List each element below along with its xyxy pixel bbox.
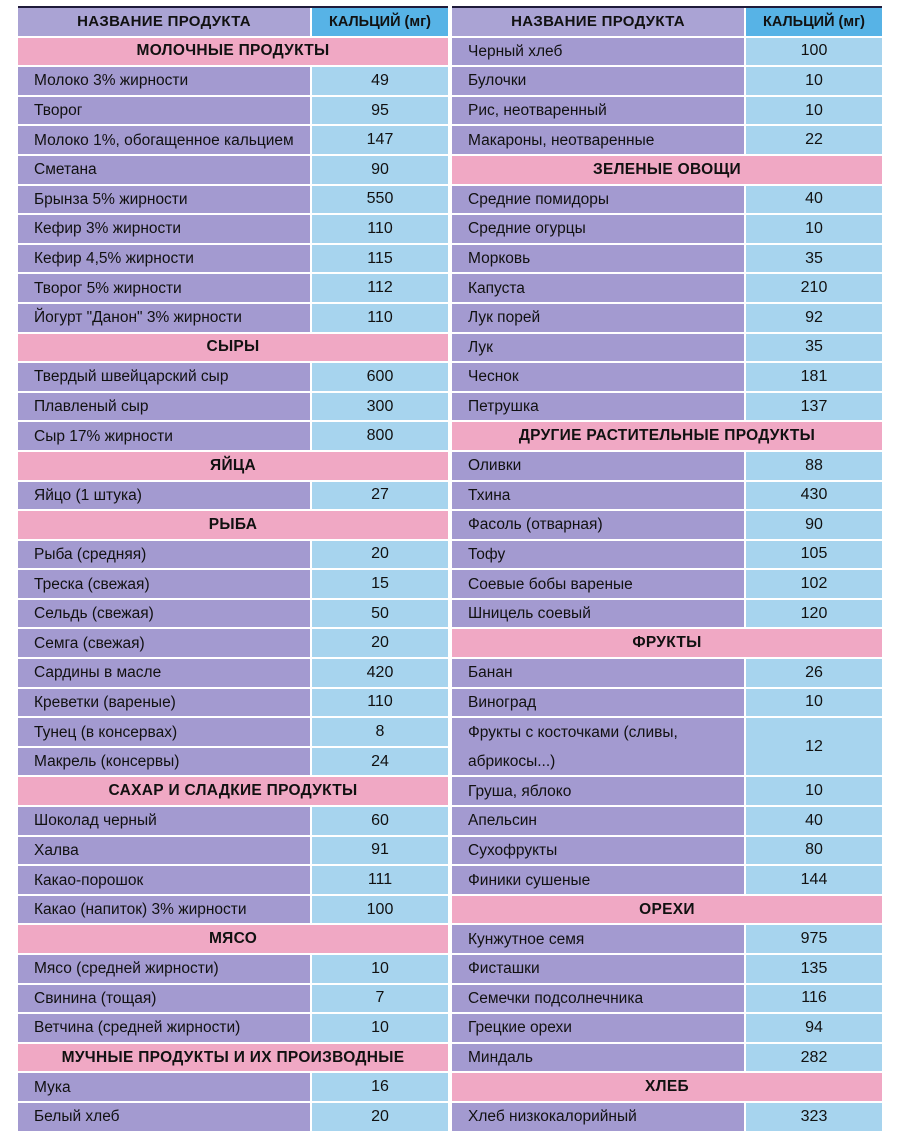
table-row	[452, 334, 882, 364]
calcium-value: 7	[312, 985, 448, 1013]
table-row	[452, 600, 882, 630]
category-row	[18, 511, 448, 541]
category-label: ЯЙЦА	[210, 456, 256, 474]
table-row	[18, 629, 448, 659]
product-name: Капуста	[452, 274, 746, 302]
calcium-value: 35	[746, 245, 882, 273]
table-row	[18, 718, 448, 748]
product-name: Миндаль	[452, 1044, 746, 1072]
calcium-value: 430	[746, 482, 882, 510]
calcium-value: 10	[746, 215, 882, 243]
category-label: МЯСО	[208, 930, 258, 948]
table-row	[452, 837, 882, 867]
calcium-value: 147	[312, 126, 448, 154]
calcium-value: 10	[746, 67, 882, 95]
table-row	[452, 985, 882, 1015]
calcium-value: 80	[746, 837, 882, 865]
table-row	[452, 689, 882, 719]
calcium-value: 102	[746, 570, 882, 598]
table-row	[452, 570, 882, 600]
calcium-value: 115	[312, 245, 448, 273]
product-name: Виноград	[452, 689, 746, 717]
calcium-value: 50	[312, 600, 448, 628]
calcium-value: 20	[312, 629, 448, 657]
calcium-value: 120	[746, 600, 882, 628]
product-name: Яйцо (1 штука)	[18, 482, 312, 510]
category-label: РЫБА	[208, 515, 258, 533]
table-row	[452, 97, 882, 127]
product-name: Средние помидоры	[452, 186, 746, 214]
table-header-row	[452, 8, 882, 38]
table-row	[452, 186, 882, 216]
calcium-value: 15	[312, 570, 448, 598]
calcium-value: 95	[312, 97, 448, 125]
table-row	[452, 215, 882, 245]
table-row	[18, 186, 448, 216]
product-name: Шоколад черный	[18, 807, 312, 835]
table-row	[18, 215, 448, 245]
product-name: Морковь	[452, 245, 746, 273]
calcium-value: 600	[312, 363, 448, 391]
product-name: Молоко 1%, обогащенное кальцием	[18, 126, 312, 154]
table-row	[452, 955, 882, 985]
category-row	[452, 896, 882, 926]
category-label: ФРУКТЫ	[632, 634, 702, 652]
header-calcium: КАЛЬЦИЙ (мг)	[746, 8, 882, 36]
table-row	[18, 126, 448, 156]
product-name: Кунжутное семя	[452, 925, 746, 953]
table-row	[18, 541, 448, 571]
category-label: ДРУГИЕ РАСТИТЕЛЬНЫЕ ПРОДУКТЫ	[518, 427, 816, 445]
product-name: Шницель соевый	[452, 600, 746, 628]
category-row	[18, 452, 448, 482]
category-row	[452, 1073, 882, 1103]
table-row	[18, 304, 448, 334]
table-row	[18, 393, 448, 423]
product-name: Фрукты с косточками (сливы, абрикосы...)	[452, 718, 746, 775]
category-label: САХАР И СЛАДКИЕ ПРОДУКТЫ	[108, 782, 358, 800]
calcium-value: 10	[312, 1014, 448, 1042]
product-name: Макароны, неотваренные	[452, 126, 746, 154]
table-row	[452, 659, 882, 689]
table-row	[18, 156, 448, 186]
product-name: Ветчина (средней жирности)	[18, 1014, 312, 1042]
table-row	[18, 689, 448, 719]
table-row	[452, 482, 882, 512]
table-row	[18, 600, 448, 630]
product-name: Оливки	[452, 452, 746, 480]
calcium-value: 282	[746, 1044, 882, 1072]
calcium-value: 144	[746, 866, 882, 894]
table-row	[18, 363, 448, 393]
calcium-value: 94	[746, 1014, 882, 1042]
calcium-value: 27	[312, 482, 448, 510]
category-row	[452, 422, 882, 452]
table-row	[452, 777, 882, 807]
calcium-value: 210	[746, 274, 882, 302]
category-row	[18, 777, 448, 807]
product-name: Лук	[452, 334, 746, 362]
category-label: ХЛЕБ	[645, 1078, 689, 1096]
product-name: Фисташки	[452, 955, 746, 983]
calcium-value: 60	[312, 807, 448, 835]
category-row	[18, 38, 448, 68]
product-name: Твердый швейцарский сыр	[18, 363, 312, 391]
product-name: Чеснок	[452, 363, 746, 391]
calcium-value: 12	[746, 718, 882, 775]
product-name: Тунец (в консервах)	[18, 718, 312, 746]
table-row	[18, 748, 448, 778]
table-row	[452, 245, 882, 275]
header-product-name: НАЗВАНИЕ ПРОДУКТА	[18, 8, 312, 36]
table-row	[18, 482, 448, 512]
product-name: Какао-порошок	[18, 866, 312, 894]
product-name: Кефир 4,5% жирности	[18, 245, 312, 273]
product-name: Груша, яблоко	[452, 777, 746, 805]
calcium-value: 22	[746, 126, 882, 154]
product-name: Йогурт "Данон" 3% жирности	[18, 304, 312, 332]
table-row	[452, 1014, 882, 1044]
category-row	[18, 925, 448, 955]
product-name: Сардины в масле	[18, 659, 312, 687]
product-name: Рис, неотваренный	[452, 97, 746, 125]
table-row	[18, 422, 448, 452]
table-row	[18, 97, 448, 127]
calcium-value: 110	[312, 215, 448, 243]
table-row	[18, 245, 448, 275]
category-row	[452, 629, 882, 659]
category-row	[18, 1044, 448, 1074]
calcium-value: 100	[312, 896, 448, 924]
calcium-value: 24	[312, 748, 448, 776]
calcium-value: 975	[746, 925, 882, 953]
calcium-value: 35	[746, 334, 882, 362]
table-row	[452, 363, 882, 393]
product-name: Макрель (консервы)	[18, 748, 312, 776]
product-name: Петрушка	[452, 393, 746, 421]
product-name: Лук порей	[452, 304, 746, 332]
table-column-right	[452, 6, 882, 1127]
table-row	[452, 126, 882, 156]
product-name: Фасоль (отварная)	[452, 511, 746, 539]
product-name: Средние огурцы	[452, 215, 746, 243]
product-name: Сухофрукты	[452, 837, 746, 865]
product-name: Творог 5% жирности	[18, 274, 312, 302]
product-name: Семга (свежая)	[18, 629, 312, 657]
table-row	[18, 896, 448, 926]
category-label: МУЧНЫЕ ПРОДУКТЫ И ИХ ПРОИЗВОДНЫЕ	[61, 1048, 405, 1066]
table-row	[18, 1103, 448, 1133]
product-name: Соевые бобы вареные	[452, 570, 746, 598]
product-name: Халва	[18, 837, 312, 865]
product-name: Рыба (средняя)	[18, 541, 312, 569]
table-row	[452, 304, 882, 334]
calcium-value: 40	[746, 807, 882, 835]
product-name: Тхина	[452, 482, 746, 510]
calcium-value: 91	[312, 837, 448, 865]
calcium-value: 181	[746, 363, 882, 391]
product-name: Хлеб низкокалорийный	[452, 1103, 746, 1131]
calcium-value: 323	[746, 1103, 882, 1131]
calcium-value: 90	[312, 156, 448, 184]
calcium-value: 111	[312, 866, 448, 894]
table-row	[452, 807, 882, 837]
product-name: Апельсин	[452, 807, 746, 835]
calcium-value: 110	[312, 304, 448, 332]
product-name: Какао (напиток) 3% жирности	[18, 896, 312, 924]
table-row	[18, 1073, 448, 1103]
table-row	[452, 38, 882, 68]
table-row	[18, 866, 448, 896]
table-row	[452, 67, 882, 97]
header-product-name: НАЗВАНИЕ ПРОДУКТА	[452, 8, 746, 36]
product-name: Мука	[18, 1073, 312, 1101]
table-row	[452, 511, 882, 541]
table-row	[18, 807, 448, 837]
product-name: Черный хлеб	[452, 38, 746, 66]
calcium-value: 90	[746, 511, 882, 539]
table-row	[452, 452, 882, 482]
table-row	[18, 985, 448, 1015]
table-column-left	[18, 6, 448, 1127]
header-calcium: КАЛЬЦИЙ (мг)	[312, 8, 448, 36]
product-name: Грецкие орехи	[452, 1014, 746, 1042]
product-name: Семечки подсолнечника	[452, 985, 746, 1013]
product-name: Брынза 5% жирности	[18, 186, 312, 214]
calcium-value: 20	[312, 541, 448, 569]
product-name: Мясо (средней жирности)	[18, 955, 312, 983]
product-name: Плавленый сыр	[18, 393, 312, 421]
calcium-value: 116	[746, 985, 882, 1013]
category-label: МОЛОЧНЫЕ ПРОДУКТЫ	[136, 42, 330, 60]
product-name: Сметана	[18, 156, 312, 184]
calcium-value: 112	[312, 274, 448, 302]
calcium-value: 10	[312, 955, 448, 983]
category-label: ОРЕХИ	[639, 900, 695, 918]
product-name: Сыр 17% жирности	[18, 422, 312, 450]
calcium-value: 137	[746, 393, 882, 421]
table-header-row	[18, 8, 448, 38]
table-row	[18, 274, 448, 304]
table-row	[18, 1014, 448, 1044]
calcium-value: 26	[746, 659, 882, 687]
calcium-value: 110	[312, 689, 448, 717]
calcium-value: 550	[312, 186, 448, 214]
calcium-value: 92	[746, 304, 882, 332]
table-row	[18, 570, 448, 600]
category-label: ЗЕЛЕНЫЕ ОВОЩИ	[592, 160, 742, 178]
calcium-value: 105	[746, 541, 882, 569]
category-row	[18, 334, 448, 364]
table-row	[452, 866, 882, 896]
calcium-value: 10	[746, 777, 882, 805]
calcium-value: 49	[312, 67, 448, 95]
table-row	[18, 955, 448, 985]
category-label: СЫРЫ	[206, 338, 260, 356]
product-name: Булочки	[452, 67, 746, 95]
product-name: Творог	[18, 97, 312, 125]
calcium-value: 20	[312, 1103, 448, 1131]
calcium-value: 10	[746, 689, 882, 717]
table-row	[452, 925, 882, 955]
calcium-value: 135	[746, 955, 882, 983]
table-row	[452, 393, 882, 423]
table-row	[452, 718, 882, 777]
product-name: Банан	[452, 659, 746, 687]
product-name: Креветки (вареные)	[18, 689, 312, 717]
table-row	[452, 1103, 882, 1133]
calcium-value: 16	[312, 1073, 448, 1101]
category-row	[452, 156, 882, 186]
calcium-value: 800	[312, 422, 448, 450]
product-name: Треска (свежая)	[18, 570, 312, 598]
calcium-table	[18, 6, 882, 1127]
product-name: Тофу	[452, 541, 746, 569]
table-row	[18, 67, 448, 97]
product-name: Сельдь (свежая)	[18, 600, 312, 628]
product-name: Финики сушеные	[452, 866, 746, 894]
calcium-value: 420	[312, 659, 448, 687]
product-name: Молоко 3% жирности	[18, 67, 312, 95]
calcium-value: 10	[746, 97, 882, 125]
calcium-value: 8	[312, 718, 448, 746]
calcium-value: 100	[746, 38, 882, 66]
calcium-value: 40	[746, 186, 882, 214]
calcium-value: 88	[746, 452, 882, 480]
product-name: Свинина (тощая)	[18, 985, 312, 1013]
calcium-value: 300	[312, 393, 448, 421]
product-name: Белый хлеб	[18, 1103, 312, 1131]
table-row	[18, 837, 448, 867]
table-row	[452, 274, 882, 304]
product-name: Кефир 3% жирности	[18, 215, 312, 243]
table-row	[452, 541, 882, 571]
table-row	[18, 659, 448, 689]
table-row	[452, 1044, 882, 1074]
